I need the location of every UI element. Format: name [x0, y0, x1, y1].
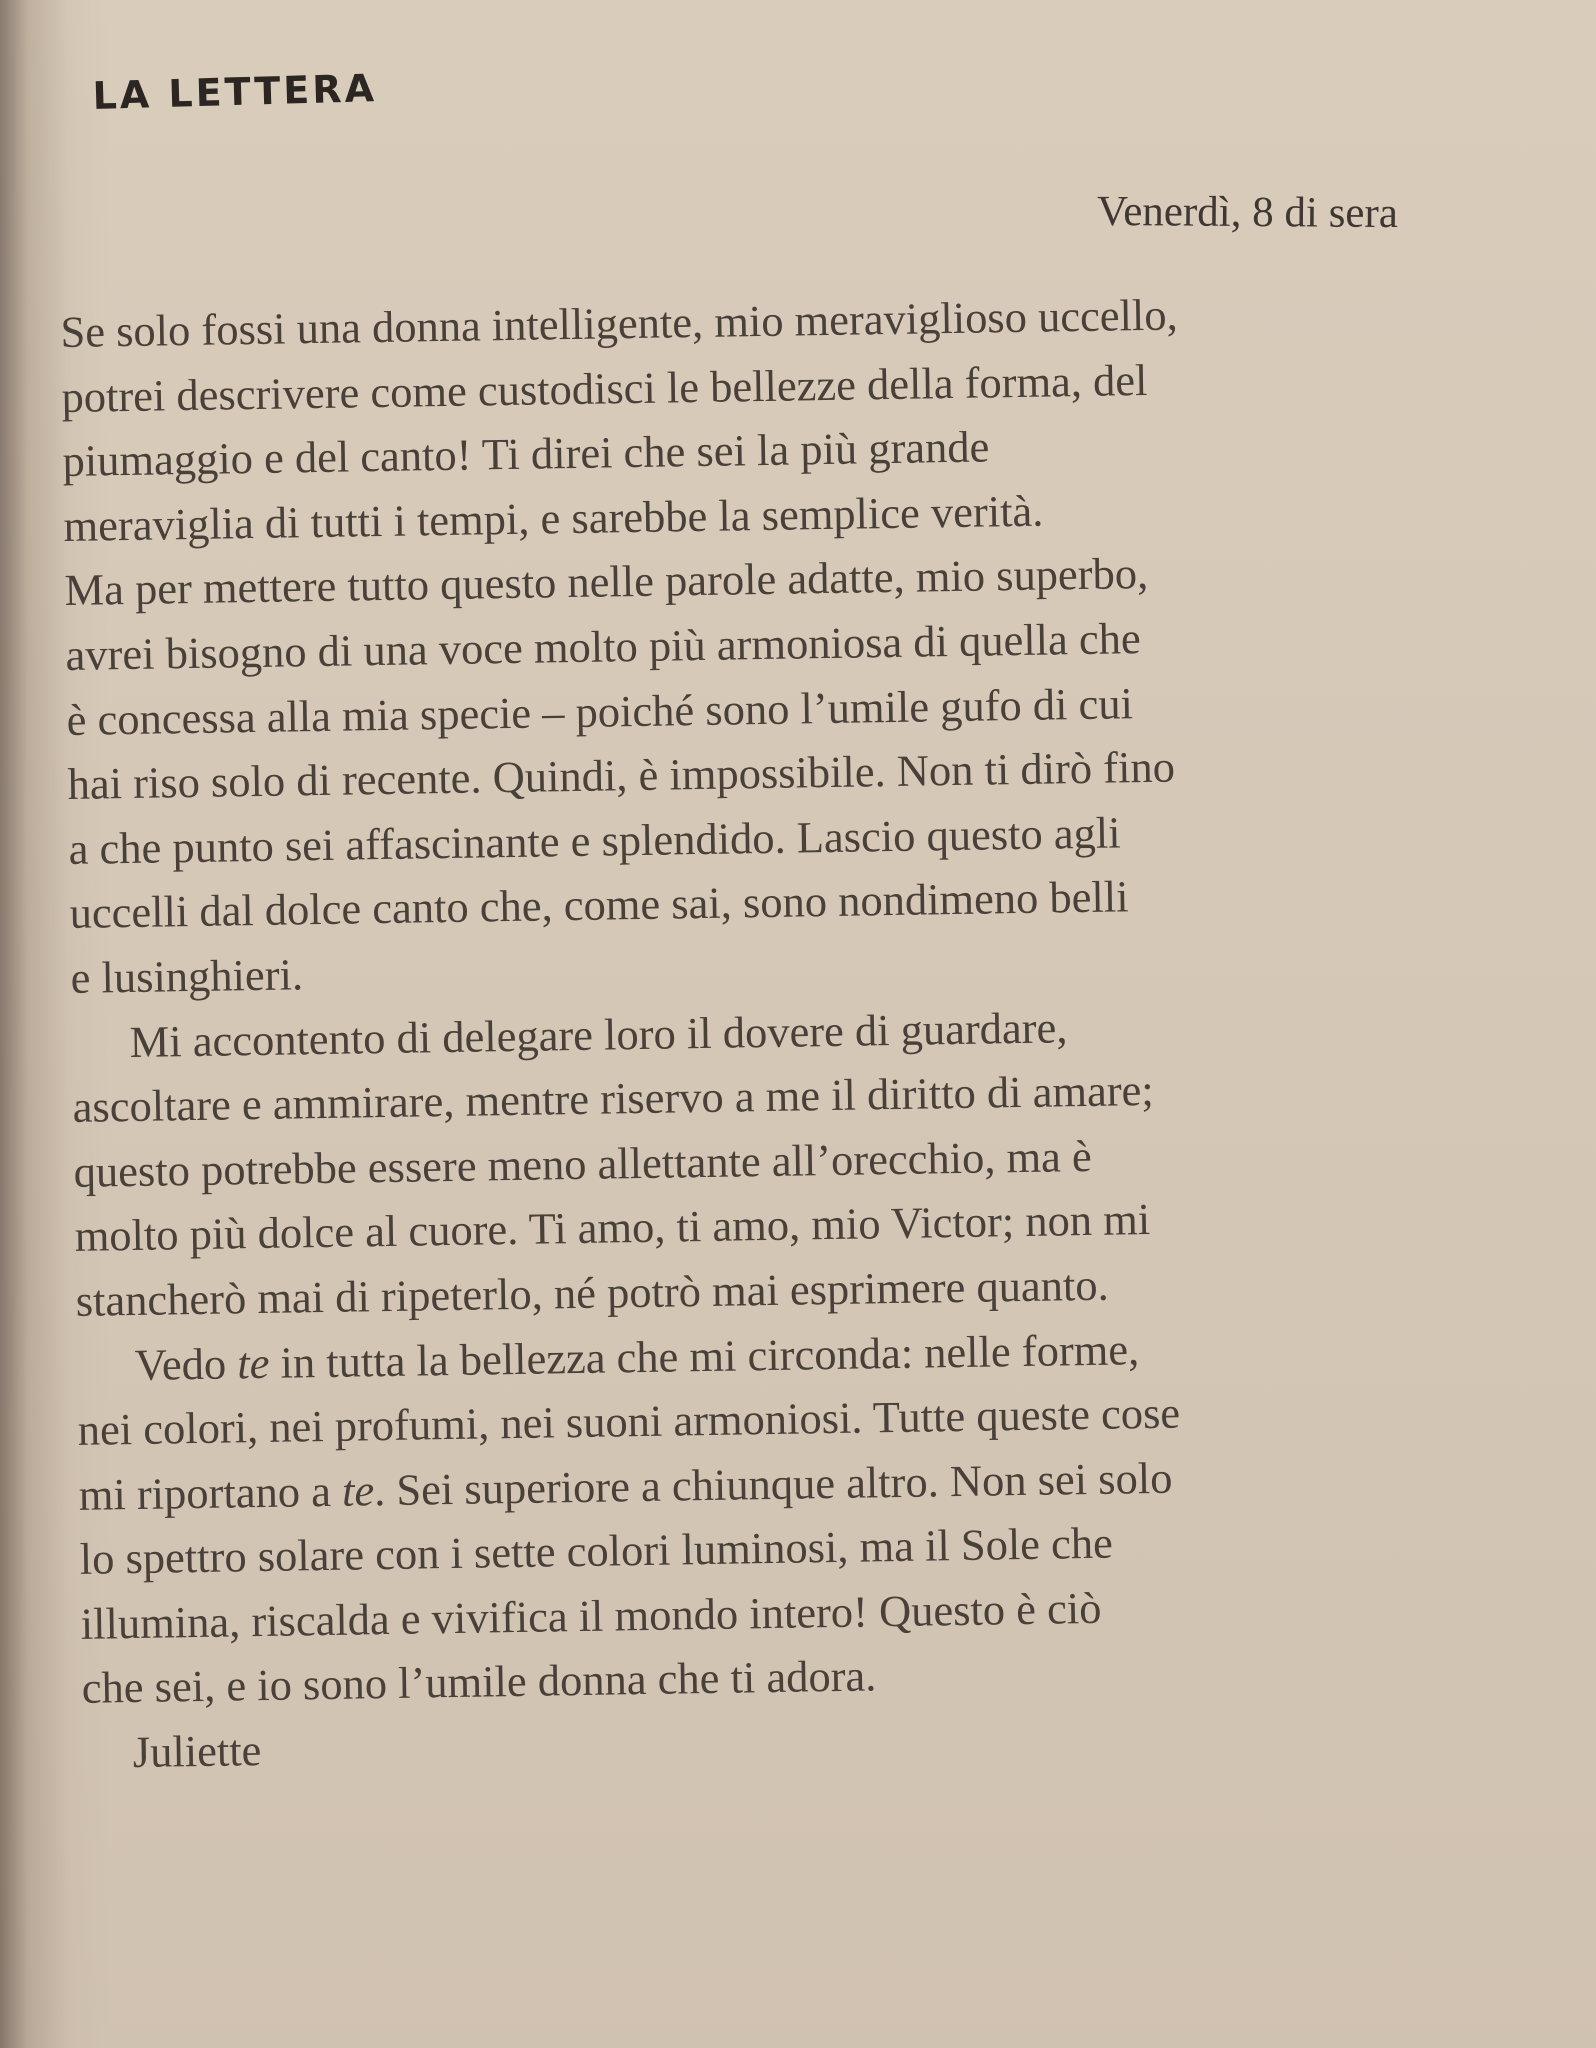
- text-line: Se solo fossi una donna intelligente, mio meraviglioso uccello,: [60, 289, 1179, 357]
- text-run: in tutta la bellezza che mi circonda: nelle forme,: [269, 1323, 1140, 1388]
- text-line: piumaggio e del canto! Ti direi che sei la più grande: [62, 421, 990, 487]
- text-line: che sei, e io sono l’umile donna che ti adora.: [81, 1650, 877, 1714]
- text-line: è concessa alla mia specie – poiché sono l’umile gufo di cui: [66, 677, 1134, 745]
- text-line: e lusinghieri.: [70, 949, 304, 1003]
- text-line: Mi accontento di delegare loro il dovere di guardare,: [129, 1001, 1068, 1067]
- text-line: uccelli dal dolce canto che, come sai, sono nondimeno belli: [69, 871, 1129, 939]
- text-run: Vedo: [134, 1337, 238, 1390]
- letter-signature: Juliette: [132, 1725, 262, 1778]
- text-line: questo potrebbe essere meno allettante all’orecchio, ma è: [73, 1130, 1093, 1197]
- italic-text: te: [236, 1337, 270, 1388]
- text-line: ascoltare e ammirare, mentre riservo a me il diritto di amare;: [72, 1065, 1155, 1133]
- text-run: mi riportano a: [78, 1465, 343, 1520]
- text-line: molto più dolce al cuore. Ti amo, ti amo, mio Victor; non mi: [74, 1194, 1151, 1262]
- letter-body: [60, 278, 1483, 1785]
- text-line: meraviglia di tutti i tempi, e sarebbe la semplice verità.: [63, 485, 1044, 551]
- text-line: hai riso solo di recente. Quindi, è impossibile. Non ti dirò fino: [67, 741, 1176, 810]
- text-line: lo spettro solare con i sette colori luminosi, ma il Sole che: [79, 1517, 1114, 1585]
- italic-text: te: [341, 1464, 375, 1516]
- section-label: LA LETTERA: [92, 66, 378, 118]
- text-line: a che punto sei affascinante e splendido. Lascio questo agli: [68, 807, 1121, 874]
- text-line: nei colori, nei profumi, nei suoni armoniosi. Tutte queste cose: [77, 1387, 1181, 1455]
- letter-date: Venerdì, 8 di sera: [1096, 187, 1399, 238]
- text-line: illumina, riscalda e vivifica il mondo intero! Questo è ciò: [80, 1582, 1102, 1649]
- text-line: Ma per mettere tutto questo nelle parole adatte, mio superbo,: [64, 548, 1149, 616]
- text-line: stancherò mai di ripeterlo, né potrò mai esprimere quanto.: [75, 1259, 1110, 1326]
- text-line: avrei bisogno di una voce molto più armoniosa di quella che: [65, 613, 1141, 680]
- text-line: potrei descrivere come custodisci le bellezze della forma, del: [61, 354, 1148, 422]
- text-run: . Sei superiore a chiunque altro. Non sei solo: [373, 1452, 1173, 1515]
